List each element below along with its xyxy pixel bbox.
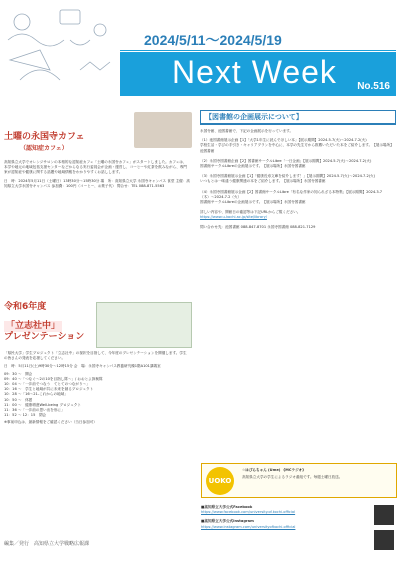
campus-map bbox=[96, 302, 192, 348]
project-title-line3: プレゼンテーション bbox=[4, 332, 85, 342]
project-title-line2: 「立志社中」 bbox=[6, 321, 61, 331]
uoko-logo: UOKO bbox=[206, 467, 234, 495]
library-intro: 永国寺館、池図書館で、下記の企画展示を行っています。 bbox=[200, 129, 294, 133]
schedule-item: 11：52 〜 12：15 閉会 bbox=[4, 413, 47, 418]
library-item: （4）永国寺図書館展示企画【2】図書館サークルLibre「有名な作家の知られざる本特集」【展示期間】2024.3.7（木）〜2024.7.2（火） bbox=[200, 189, 383, 199]
project-schedule-header: 日 時：5月11日(土)9時30分〜12時15分 会 場：永国寺キャンパス教養研究棟1階A101講義室 bbox=[4, 364, 161, 369]
library-contact: 問い合わせ先：池図書館 088-847-8701 永国寺図書館 088-821-7129 bbox=[200, 224, 316, 229]
cafe-title: 土曜の永国寺カフェ bbox=[4, 132, 85, 142]
project-body: 「県民大学」学生プロジェクト「立志社中」の採択を目指して、今年度のプレゼンテーションを開催します。学生の皆さんの発表を応援してください。 bbox=[4, 351, 187, 361]
footer bbox=[4, 540, 194, 556]
radio-box bbox=[201, 463, 397, 498]
library-item: 図書館サークルLibreの企画展示です。【展示場所】永国寺図書館 bbox=[200, 164, 306, 169]
library-item: いつもとは一味違う健康関連の本をご紹介します。【展示場所】永国寺図書館 bbox=[200, 179, 326, 184]
instagram-qr-code bbox=[374, 530, 394, 550]
newsletter-title: Next Week bbox=[172, 54, 337, 90]
right-column bbox=[200, 110, 396, 230]
schedule-item: 11：36 〜「一歩前の思い出を形に」 bbox=[4, 408, 65, 413]
facebook-label: ■高知県立大学公式Facebook bbox=[201, 505, 253, 509]
issue-number: No.516 bbox=[357, 81, 390, 92]
library-title-box bbox=[200, 110, 396, 125]
cafe-details: 日 時：2024年5月11日（土曜日）13時30分〜15時30分 場 所：高知県立大学 永国寺キャンパス 食堂 主催：高知県立大学永国寺キャンパス 参加費：100円（コーヒー、お菓子代） 問合せ：TEL 088-871-5563 bbox=[4, 178, 190, 188]
facebook-link[interactable]: https://www.facebook.com/university.of.kochi.official bbox=[201, 510, 296, 515]
library-item: （1）池図書館展示企画【1】「大学1年生に読んでほしい本」【展示期間】2024.5.7(火)〜2024.7.2(火) bbox=[200, 138, 367, 143]
cafe-photo bbox=[134, 112, 192, 148]
library-items bbox=[200, 138, 396, 205]
publisher: 編集／発行 高知県立大学戦略広報課 bbox=[4, 541, 90, 547]
header-line bbox=[120, 50, 396, 51]
instagram-label: ■高知県立大学公式Instagram bbox=[201, 519, 254, 524]
schedule-item: 10：50 〜 休憩 bbox=[4, 397, 33, 402]
library-title: 【図書館の企画展示について】 bbox=[205, 113, 303, 121]
radio-body: 高知県立大学の学生によるラジオ番組です。毎週土曜日放送。 bbox=[242, 475, 343, 479]
library-item: （2）永国寺図書館企画【2】図書館サークルLibre「一日企画」【展示期間】2024.5.7(火)〜2024.7.2(火) bbox=[200, 158, 372, 163]
schedule-item: 10：16 〜 学生と地域が共に未来を創るプロジェクト bbox=[4, 387, 94, 392]
title-banner bbox=[120, 52, 396, 96]
schedule-item: 09：40 〜「つなぐ〜2の10を目指し隊〜」/ おおとよ探検隊 bbox=[4, 376, 103, 381]
social-links bbox=[201, 505, 397, 530]
cafe-subtitle: （認知症カフェ） bbox=[20, 145, 68, 152]
project-note: ※事前申込は、最新情報をご確認ください（当日参加可） bbox=[4, 420, 97, 425]
project-title-line1: 令和6年度 bbox=[4, 302, 47, 312]
date-range: 2024/5/11～2024/5/19 bbox=[144, 32, 282, 48]
project-schedule bbox=[4, 372, 194, 419]
decorative-illustration bbox=[0, 0, 140, 100]
library-url[interactable]: https://www.u-kochi.ac.jp/site/library/ bbox=[200, 215, 267, 220]
facebook-qr-code bbox=[374, 505, 394, 525]
library-more: 詳しい内容や、開館日の確認等は下記URLからご覧ください。 bbox=[200, 210, 301, 215]
schedule-item: 10：28 〜「16〜21-これからの地域」 bbox=[4, 392, 68, 397]
schedule-item: 10：04 〜「一歩前でつなう てとてのつながり〜」 bbox=[4, 382, 90, 387]
library-item: 図書館サークルLibreの企画展示です。【展示場所】永国寺図書館 bbox=[200, 200, 306, 205]
radio-title: ☆はぴらちゃん (Ume) 《MCラジオ》 bbox=[242, 468, 306, 472]
cafe-body: 高知県立大学でオレンジサロンの本格的な認知症カフェ「土曜の永国寺カフェ」がスタートしました。カフェは、本学や地元の地域包括支援センターなどからなる実行委員会が企画・運営し、コーヒーや紅茶を飲みながら、専門家が認知症や健康に関する話題や地域情報をわかりやすくお話しします。 bbox=[4, 160, 187, 175]
library-item: 学校生活・学びの手引き・キャリアプランを中心に、本学の先生方から推薦いただいた本をご紹介します。【展示場所】池図書館 bbox=[200, 143, 394, 153]
schedule-item: 11：00 〜 健康増進Well-being プロジェクト bbox=[4, 402, 81, 407]
schedule-item: 09：30 〜 開会 bbox=[4, 371, 33, 376]
instagram-link[interactable]: https://www.instagram.com/universityofkochi.official bbox=[201, 524, 296, 529]
library-item: （3）永国寺図書館展示企画【1】「健康長寿文庫を紹介します！」【展示期間】2024.5.7(火)〜2024.7.2(火) bbox=[200, 174, 376, 179]
header bbox=[0, 0, 400, 100]
